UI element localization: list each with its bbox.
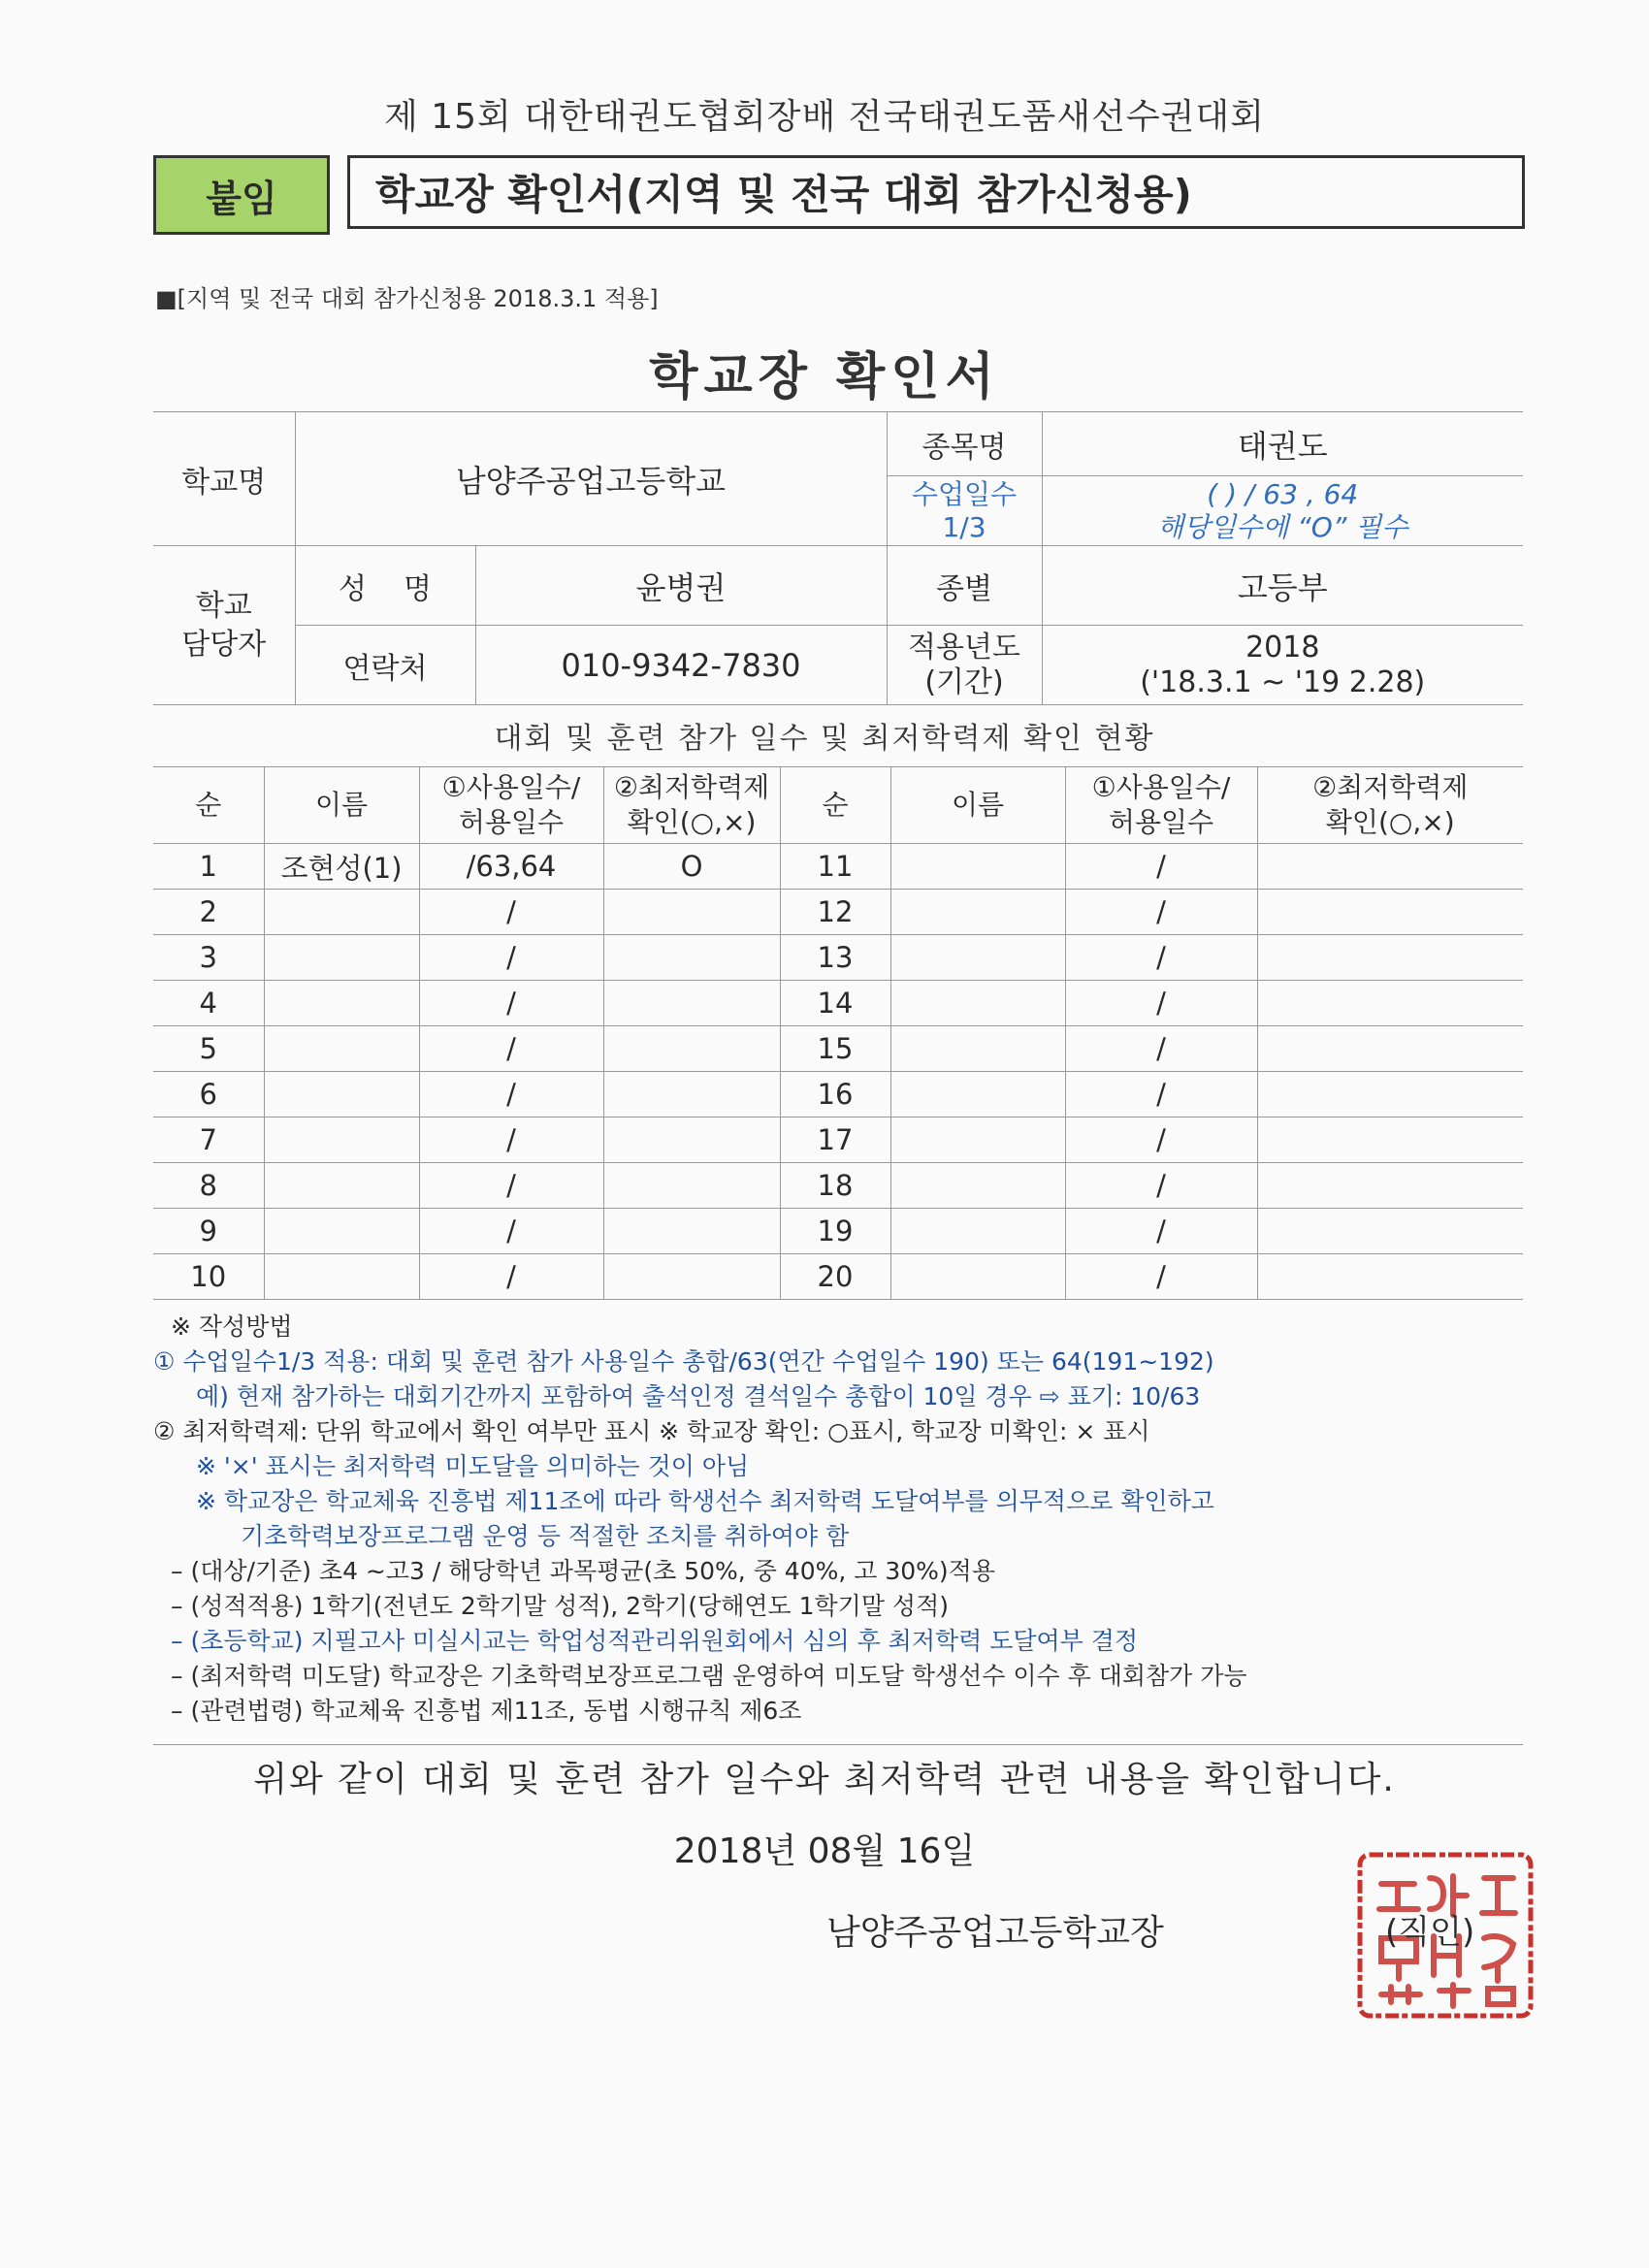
roster-check: [603, 1254, 780, 1300]
table-row: [153, 890, 1523, 935]
roster-no: 9: [153, 1209, 264, 1254]
roster-table: [153, 766, 1523, 1300]
roster-name: [890, 890, 1065, 935]
roster-days: /: [419, 1209, 603, 1254]
roster-check: [603, 1072, 780, 1118]
roster-days: /: [419, 981, 603, 1026]
roster-no: 19: [780, 1209, 890, 1254]
roster-days: /: [419, 890, 603, 935]
roster-name: [890, 1254, 1065, 1300]
header-check-left-line1: ②최저학력제: [613, 771, 770, 803]
roster-days: /63,64: [419, 844, 603, 890]
year-label: [887, 626, 1042, 705]
header-name-left: 이름: [264, 767, 419, 844]
roster-check: [1257, 1209, 1523, 1254]
roster-no: 2: [153, 890, 264, 935]
document-title: 학교장 확인서(지역 및 전국 대회 참가신청용): [347, 155, 1525, 229]
roster-no: 7: [153, 1118, 264, 1163]
roster-days: /: [1065, 981, 1257, 1026]
class-days-value: [1042, 476, 1523, 546]
note-line-7: – (대상/기준) 초4 ~고3 / 해당학년 과목평균(초 50%, 중 40%, 고 30%)적용: [171, 1557, 995, 1585]
note-line-5: ※ 학교장은 학교체육 진흥법 제11조에 따라 학생선수 최저학력 도달여부를 의무적으로 확인하고: [196, 1487, 1214, 1515]
roster-name: [264, 1118, 419, 1163]
school-info-table: [153, 411, 1523, 705]
roster-check: [603, 1118, 780, 1163]
note-line-4: ※ '×' 표시는 최저학력 미도달을 의미하는 것이 아님: [196, 1452, 750, 1480]
header-days-right: [1065, 767, 1257, 844]
contact-name: 윤병권: [475, 546, 887, 626]
year-value: [1042, 626, 1523, 705]
header-days-left-line2: 허용일수: [458, 806, 565, 838]
roster-days: /: [419, 1072, 603, 1118]
roster-name: [890, 1072, 1065, 1118]
roster-no: 18: [780, 1163, 890, 1209]
roster-check: [1257, 981, 1523, 1026]
roster-no: 14: [780, 981, 890, 1026]
contact-person-label: [153, 546, 295, 705]
roster-name: 조현성(1): [264, 844, 419, 890]
roster-check: O: [603, 844, 780, 890]
roster-check: [603, 1026, 780, 1072]
roster-name: [264, 1209, 419, 1254]
writing-instructions: [153, 1310, 1540, 1729]
table-row: [153, 935, 1523, 981]
note-line-9: – (초등학교) 지필고사 미실시교는 학업성적관리위원회에서 심의 후 최저학력 도달여부 결정: [171, 1627, 1139, 1655]
header-check-left: [603, 767, 780, 844]
roster-name: [890, 1118, 1065, 1163]
sport-value: 태권도: [1042, 412, 1523, 476]
roster-no: 13: [780, 935, 890, 981]
roster-check: [603, 1163, 780, 1209]
table-row: [153, 1118, 1523, 1163]
apply-note: ■[지역 및 전국 대회 참가신청용 2018.3.1 적용]: [155, 285, 659, 312]
table-row: [153, 1254, 1523, 1300]
roster-days: /: [419, 1118, 603, 1163]
roster-no: 12: [780, 890, 890, 935]
roster-days: /: [1065, 1209, 1257, 1254]
header-check-right: [1257, 767, 1523, 844]
roster-no: 17: [780, 1118, 890, 1163]
attachment-badge: 붙임: [153, 155, 330, 235]
roster-days: /: [419, 1254, 603, 1300]
header-days-left-line1: ①사용일수/: [441, 771, 581, 803]
roster-check: [603, 1209, 780, 1254]
note-line-11: – (관련법령) 학교체육 진흥법 제11조, 동법 시행규칙 제6조: [171, 1697, 802, 1725]
contact-person-label-line1: 학교: [195, 588, 252, 623]
roster-no: 1: [153, 844, 264, 890]
note-line-3: [153, 1414, 1540, 1449]
roster-no: 3: [153, 935, 264, 981]
roster-name: [264, 1072, 419, 1118]
roster-check: [1257, 1254, 1523, 1300]
roster-days: /: [1065, 1254, 1257, 1300]
school-name: 남양주공업고등학교: [295, 412, 887, 546]
roster-no: 4: [153, 981, 264, 1026]
principal-name: 남양주공업고등학교장: [826, 1913, 1164, 1953]
roster-name: [890, 935, 1065, 981]
header-days-right-line2: 허용일수: [1108, 806, 1214, 838]
roster-name: [264, 1254, 419, 1300]
sport-label: 종목명: [887, 412, 1042, 476]
roster-days: /: [419, 935, 603, 981]
roster-name: [264, 981, 419, 1026]
class-days-value-line1: ( ) / 63 , 64: [1207, 477, 1359, 510]
roster-no: 15: [780, 1026, 890, 1072]
roster-days: /: [1065, 935, 1257, 981]
table-row: [153, 981, 1523, 1026]
roster-days: /: [1065, 890, 1257, 935]
class-days-label-line2: 1/3: [942, 510, 986, 543]
roster-days: /: [1065, 1163, 1257, 1209]
roster-name: [264, 1026, 419, 1072]
roster-check: [1257, 844, 1523, 890]
header-days-right-line1: ①사용일수/: [1091, 771, 1231, 803]
table-row: [153, 844, 1523, 890]
event-title: 제 15회 대한태권도협회장배 전국태권도품새선수권대회: [384, 97, 1265, 137]
division-value: 고등부: [1042, 546, 1523, 626]
main-title: 학교장 확인서: [649, 348, 1000, 406]
roster-no: 10: [153, 1254, 264, 1300]
roster-name: [890, 844, 1065, 890]
header-name-right: 이름: [890, 767, 1065, 844]
note-line-10: – (최저학력 미도달) 학교장은 기초학력보장프로그램 운영하여 미도달 학생선수 이수 후 대회참가 가능: [171, 1662, 1247, 1690]
roster-no: 8: [153, 1163, 264, 1209]
roster-days: /: [419, 1163, 603, 1209]
division-label: 종별: [887, 546, 1042, 626]
year-value-line1: 2018: [1245, 630, 1320, 664]
note-line-8: – (성적적용) 1학기(전년도 2학기말 성적), 2학기(당해연도 1학기말 성적): [171, 1592, 949, 1620]
roster-check: [1257, 1026, 1523, 1072]
header-check-right-line2: 확인(○,×): [1325, 806, 1455, 838]
table-row: [153, 1163, 1523, 1209]
class-days-label-line1: 수업일수: [911, 477, 1018, 510]
roster-name: [890, 1209, 1065, 1254]
roster-check: [603, 935, 780, 981]
status-title: 대회 및 훈련 참가 일수 및 최저학력제 확인 현황: [494, 722, 1155, 756]
roster-no: 5: [153, 1026, 264, 1072]
roster-name: [890, 1026, 1065, 1072]
school-label: 학교명: [153, 412, 295, 546]
year-label-line2: (기간): [924, 664, 1004, 699]
roster-days: /: [1065, 1072, 1257, 1118]
class-days-value-line2: 해당일수에 “O” 필수: [1157, 510, 1408, 543]
seal-label: (직인): [1385, 1913, 1475, 1952]
table-row: [153, 1026, 1523, 1072]
roster-name: [264, 890, 419, 935]
phone-value: 010-9342-7830: [475, 626, 887, 705]
issue-date: 2018년 08월 16일: [673, 1831, 976, 1871]
note-line-1: ① 수업일수1/3 적용: 대회 및 훈련 참가 사용일수 총합/63(연간 수업일수 190) 또는 64(191~192): [153, 1347, 1214, 1376]
roster-name: [890, 1163, 1065, 1209]
roster-check: [1257, 935, 1523, 981]
header-no-right: 순: [780, 767, 890, 844]
roster-check: [603, 890, 780, 935]
note-line-2: 예) 현재 참가하는 대회기간까지 포함하여 출석인정 결석일수 총합이 10일 경우 ⇨ 표기: 10/63: [196, 1382, 1201, 1410]
roster-name: [264, 935, 419, 981]
roster-days: /: [1065, 1026, 1257, 1072]
roster-days: /: [1065, 844, 1257, 890]
notes-heading: ※ 작성방법: [171, 1312, 293, 1341]
header-check-right-line1: ②최저학력제: [1312, 771, 1469, 803]
table-row: [153, 1072, 1523, 1118]
contact-person-label-line2: 담당자: [181, 627, 267, 662]
notes-divider: [153, 1744, 1523, 1745]
roster-check: [1257, 1163, 1523, 1209]
note-line-3-text: ② 최저학력제: 단위 학교에서 확인 여부만 표시 ※ 학교장 확인: ○표시, 학교장 미확인: × 표시: [153, 1417, 1150, 1445]
roster-no: 16: [780, 1072, 890, 1118]
name-label: 성 명: [295, 546, 475, 626]
year-label-line1: 적용년도: [908, 630, 1020, 664]
roster-name: [264, 1163, 419, 1209]
table-row: [153, 1209, 1523, 1254]
roster-no: 11: [780, 844, 890, 890]
roster-days: /: [419, 1026, 603, 1072]
year-value-line2: ('18.3.1 ~ '19 2.28): [1140, 664, 1426, 699]
header-days-left: [419, 767, 603, 844]
roster-name: [890, 981, 1065, 1026]
header-no-left: 순: [153, 767, 264, 844]
roster-check: [603, 981, 780, 1026]
roster-check: [1257, 1072, 1523, 1118]
roster-check: [1257, 890, 1523, 935]
phone-label: 연락처: [295, 626, 475, 705]
roster-days: /: [1065, 1118, 1257, 1163]
roster-no: 20: [780, 1254, 890, 1300]
roster-no: 6: [153, 1072, 264, 1118]
note-line-6: 기초학력보장프로그램 운영 등 적절한 조치를 취하여야 함: [241, 1522, 850, 1550]
class-days-label: [887, 476, 1042, 546]
confirm-statement: 위와 같이 대회 및 훈련 참가 일수와 최저학력 관련 내용을 확인합니다.: [253, 1760, 1396, 1799]
header-check-left-line2: 확인(○,×): [627, 806, 757, 838]
roster-check: [1257, 1118, 1523, 1163]
